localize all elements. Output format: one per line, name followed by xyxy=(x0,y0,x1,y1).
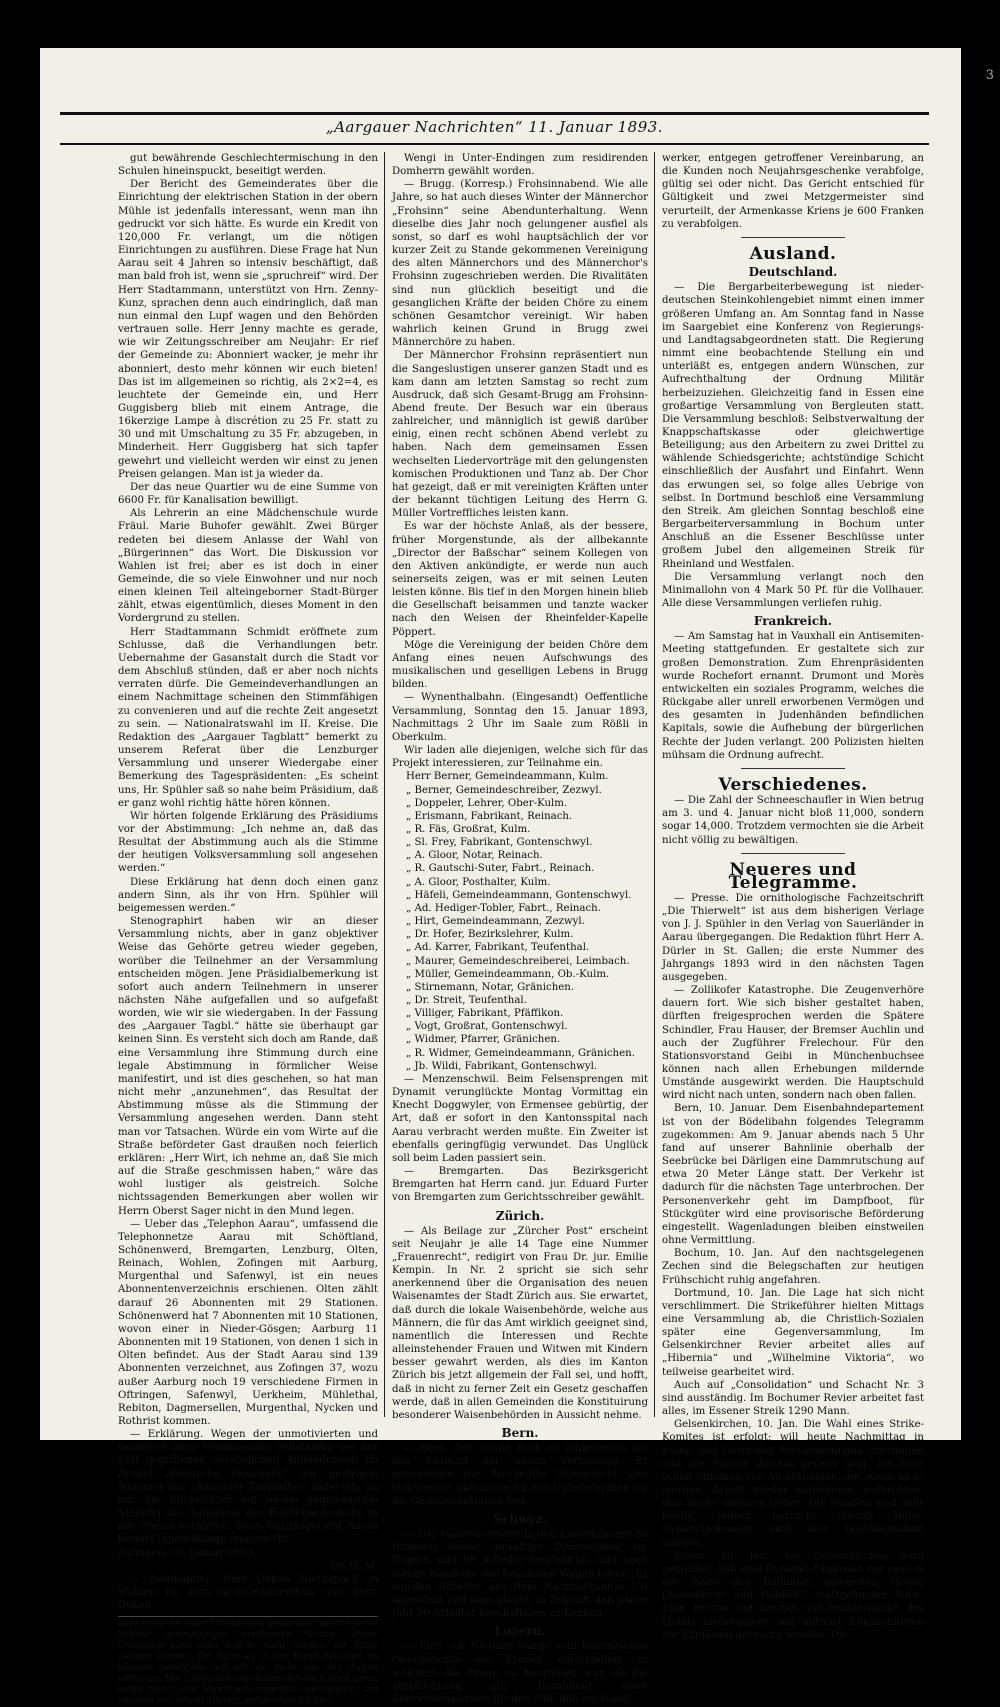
paragraph: Die Versammlung verlangt noch den Minimallohn von 4 Mark 50 Pf. für die Vollhauer. Alle diese Versammlungen verliefen ruhig. xyxy=(662,571,924,609)
paragraph: — Presse. Die ornithologische Fachzeitschrift „Die Thierwelt“ ist aus dem bisherigen Verlage von J. J. Spühler in den Verlag von Sauerländer in Aarau übergegangen. Die Redaktion führt Herr A. Dürler in St. Gallen; die erste Nummer des Jahrgangs 1893 wird in den nächsten Tagen ausgegeben. xyxy=(662,892,924,983)
heading-frankreich: Frankreich. xyxy=(753,614,833,629)
paragraph: Wir laden alle diejenigen, welche sich für das Projekt interessieren, zur Teilnahme ein. xyxy=(392,745,648,770)
bern-paragraph: — Bern. Der Große Rath ist eingetreten auf den Entwurf der neuen Verfassung. Er genehmigte die Abschnitte Stimmrecht und Volksrechte und setzte 12,000 Unterschriften für die Gesetzesinitiative fest. xyxy=(392,1443,648,1507)
signer-line: „ A. Gloor, Notar, Reinach. xyxy=(406,850,543,862)
column-1 xyxy=(118,152,378,1707)
paragraph: Wengi in Unter-Endingen zum residirenden Domherrn gewählt worden. xyxy=(392,153,648,178)
heading-verschiedenes: Verschiedenes. xyxy=(718,774,868,795)
signer-line: „ Jb. Wildi, Fabrikant, Gontenschwyl. xyxy=(406,1060,598,1072)
column-3 xyxy=(662,152,924,1641)
paragraph: Wir hörten folgende Erklärung des Präsidiums vor der Abstimmung: „Ich nehme an, daß das Resultat der Abstimmung auch als die Stimme der heutigen Volksversammlung soll angesehen werden.“ xyxy=(118,810,378,875)
signer-line: „ R. Widmer, Gemeindeammann, Gränichen. xyxy=(406,1047,635,1059)
divider xyxy=(741,768,846,769)
column-2 xyxy=(392,152,648,1705)
paragraph: — Ueber das „Telephon Aarau“, umfassend die Telephonnetze Aarau mit Schöftland, Schönenwerd, Bremgarten, Lenzburg, Olten, Reinach, Wohlen, Zofingen mit Aarburg, Murgenthal und Safenwyl, ist ein neues Abonnentenverzeichnis erschienen. Olten zählt darauf 26 Abonnenten mit 29 Stationen. Schönenwerd hat 7 Abonnenten mit 10 Stationen, wovon einer in Nieder-Gösgen; Aarburg 11 Abonnenten mit 19 Stationen, von denen 1 sich in Olten befindet. Aus der Stadt Aarau sind 139 Abonnenten verzeichnet, aus Zofingen 37, wozu außer Aarburg noch 19 verschiedene Firmen in Oftringen, Safenwyl, Uerkheim, Mühlethal, Rebiton, Dagmersellen, Murgenthal, Nycken und Rothrist kommen. xyxy=(118,1218,378,1427)
heading-luzern: Luzern. xyxy=(494,1624,546,1639)
paragraph: Es war der höchste Anlaß, als der bessere, früher Morgenstunde, als der allbekannte „Director der Baßschar“ seinem Kollegen von den Aktiven ankündigte, er werde nun auch seinerseits zeigen, was er mit seinen Leuten leisten könne. Bis tief in den Morgen hinein blieb die Gesellschaft beisammen und tanzte wacker nach den Weisen der Rheinfelder-Kapelle Pöppert. xyxy=(392,521,648,638)
column-divider-1 xyxy=(384,152,385,1417)
signer-line: „ Hirt, Gemeindeammann, Zezwyl. xyxy=(406,916,585,928)
paragraph: — Zollikofer Katastrophe. Die Zeugenverhöre dauern fort. Wie sich bisher gestaltet haben, dürften freigesprochen werden die Spätere Schindler, Frau Hauser, der Bremser Auchlin und auch der Zugführer Frelechour. Für den Stationsvorstand Geibi in Münchenbuchsee können nach allen Erhebungen mildernde Umstände ausgewirkt werden. Die Hauptschuld wird nicht nach unten, sondern nach oben fallen. xyxy=(662,985,924,1102)
signer-line: „ Doppeler, Lehrer, Ober-Kulm. xyxy=(406,797,568,809)
signer-line: „ Erismann, Fabrikant, Reinach. xyxy=(406,810,573,822)
column-divider-2 xyxy=(654,152,655,1417)
paragraph: — Wynenthalbahn. (Eingesandt) Oeffentliche Versammlung, Sonntag den 15. Januar 1893, Nachmittags 2 Uhr im Saale zum Rößli in Oberkulm. xyxy=(392,692,648,743)
column-1-last-paragraph: — Domkapitel. Herr Dekan Nietlispach in Wohlen ist zum nichtresidirenden, und Herr Dekan xyxy=(118,1573,378,1612)
paragraph: Der das neue Quartier wu de eine Summe von 6600 Fr. für Kanalisation bewilligt. xyxy=(118,481,378,507)
frankreich-paragraph: — Am Samstag hat in Vauxhall ein Antisemiten-Meeting stattgefunden. Er gestaltete sich zur großen Demonstration. Zum Ehrenpräsidenten wurde Rochefort ernannt. Drumont und Morès entwickelten ein soziales Programm, welches die Rückgabe aller unrell erworbenen Vermögen und des gesamten in Judenhänden befindlichen Kapitals, sowie die Aufhebung der bürgerlichen Rechte der Juden verlangt. 200 Polizisten hielten mühsam die Ordnung aufrecht. xyxy=(662,631,924,761)
masthead-rule-top xyxy=(60,112,929,115)
masthead xyxy=(60,118,929,142)
masthead-rule-bottom xyxy=(60,143,929,145)
neueres-text xyxy=(662,892,924,1642)
masthead-date: 11. Januar 1893. xyxy=(528,118,664,136)
heading-deutschland: Deutschland. xyxy=(748,265,838,280)
signer-line: Herr Berner, Gemeindeammann, Kulm. xyxy=(406,771,609,783)
place-date: Zofingen, 10. Januar 1893. xyxy=(118,1547,257,1559)
signer-line: „ Vogt, Großrat, Gontenschwyl. xyxy=(406,1021,568,1033)
signer-line: „ Sl. Frey, Fabrikant, Gontenschwyl. xyxy=(406,837,593,849)
signer-line: „ Ad. Karrer, Fabrikant, Teufenthal. xyxy=(406,942,590,954)
signer-line: „ Maurer, Gemeindeschreiberei, Leimbach. xyxy=(406,955,630,967)
column-1-text xyxy=(118,152,378,1547)
paragraph: Bochum, 10. Jan. Auf den nachtsgelegenen Zechen sind die Belegschaften zur heutigen Frühschicht ruhig angefahren. xyxy=(662,1248,924,1286)
signature: Dr. H. M. xyxy=(330,1560,378,1572)
signer-line: „ Häfeli, Gemeindeammann, Gontenschwyl. xyxy=(406,889,632,901)
column-2-text-a xyxy=(392,152,648,770)
heading-zurich: Zürich. xyxy=(495,1208,545,1223)
paragraph: Diese Erklärung hat denn doch einen ganz andern Sinn, als ihr von Hrn. Spühler will beigemessen werden.“ xyxy=(118,876,378,914)
signer-line: „ Müller, Gemeindeammann, Ob.-Kulm. xyxy=(406,968,610,980)
paragraph: gut bewährende Geschlechtermischung in den Schulen hineinspuckt, beseitigt werden. xyxy=(118,153,378,178)
deutschland-text xyxy=(662,281,924,610)
signer-line: „ Ad. Hediger-Tobler, Fabrt., Reinach. xyxy=(406,902,601,914)
signer-line: „ Villiger, Fabrikant, Pfäffikon. xyxy=(406,1008,564,1020)
column-2-text-b xyxy=(392,1073,648,1205)
paragraph: — Bremgarten. Das Bezirksgericht Bremgarten hat Herrn cand. jur. Eduard Furter von Bremgarten zum Gerichtsschreiber gewählt. xyxy=(392,1166,648,1204)
paragraph: — Menzenschwil. Beim Felsensprengen mit Dynamit verunglückte Montag Vormittag ein Knecht Doggwyler, von Ermensee gebürtig, der Art, daß er sofort in den Kantonsspital nach Aarau verbracht werden mußte. Ein Zweiter ist ebenfalls geringfügig verwundet. Das Unglück soll beim Laden passiert sein. xyxy=(392,1073,648,1164)
signer-line: „ R. Fäs, Großrat, Kulm. xyxy=(406,823,531,835)
schwyz-paragraph: — Der Waarenverkehr in den Lagerhäusern zu Brunnen nimmt gewaltige Dimensionen an. Täglich sind 90 Arbeiter beschäftigt, und noch stehen hunderte von beladenen Wagen bereit. Es wurden Arbeiter aus dem Nachbarkanton Uri angestellt und man glaubt, in Zukunft daß ganze Jahr 50 Arbeiter beschäftigen zu können. xyxy=(392,1529,648,1620)
signer-line: „ Dr. Streit, Teufenthal. xyxy=(406,995,527,1006)
heading-ausland: Ausland. xyxy=(749,243,837,264)
paragraph: Der Männerchor Frohsinn repräsentiert nun die Sangeslustigen unserer ganzen Stadt und es kam dann am letzten Samstag so recht zum Ausdruck, daß sich Gesamt-Brugg am Frohsinn-Abend freute. Der Besuch war ein überaus zahlreicher, und männiglich ist gewiß darüber einig, einen recht schönen Abend verlebt zu haben. Nach dem gemeinsamen Essen wechselten Liedervorträge mit den gelungensten komischen Produktionen und Tanz ab. Der Chor hat gezeigt, daß er mit vereinigten Kräften unter der bekannt tüchtigen Leitung des Herrn G. Müller Vortreffliches leisten kann. xyxy=(392,350,648,520)
signer-line: „ A. Gloor, Posthalter, Kulm. xyxy=(406,876,551,888)
signer-line: „ Stirnemann, Notar, Gränichen. xyxy=(406,981,575,993)
paragraph: Stenographirt haben wir an dieser Versammlung nichts, aber in ganz objektiver Weise das Gehörte getreu wieder gegeben, worüber die Teilnehmer an der Versammlung entscheiden mögen. Jene Präsidialbemerkung ist sofort auch andern Teilnehmern in unserer nächsten Nähe aufgefallen und so aufgefaßt worden, wie wir sie wiedergaben. In der Fassung des „Aargauer Tagbl.“ hätte sie überhaupt gar keinen Sinn. Es versteht sich doch am Rande, daß eine Versammlung ihre Stimmung durch eine legale Abstimmung in förmlicher Weise manifestirt, und ist dies geschehen, so hat man nicht mehr „anzunehmen“, das Resultat der Abstimmung müsse als die Stimmung der Versammlung angesehen werden. Dann steht man vor Tatsachen. Würde ein vom Wirte auf die Straße befördeter Gast draußen noch feierlich erklären: „Herr Wirt, ich nehme an, daß Sie mich auf die Straße geschmissen haben,“ wäre das wohl lustiger als geistreich. Solche nichtssagenden Bemerkungen aber wollen wir Herrn Oberst Sager nicht in den Mund legen. xyxy=(118,916,378,1217)
verschiedenes-paragraph: — Die Zahl der Schneeschaufler in Wien betrug am 3. und 4. Januar nicht bloß 11,000, sondern sogar 14,000. Trotzdem vermochten sie die Arbeit nicht völlig zu bewältigen. xyxy=(662,795,924,846)
paragraph: Gelsenkirchen, 10. Jan. Die Wahl eines Strike-Komites ist erfolgt; will heute Nachmittag in Essen und Dortmund Versammlungen stattfinden und die Führer dorthin gereist sind. Ich höre schon Stimmen von Ausständigen, die, wenn nicht morgen, Arbeit wieder aufnehmen, befürchten, ihre Sache verloren geben. Die Straßen sind sehr belebt, jedoch herrscht überall Ruhe. Dynamitpatronen sind hier beschlagnahmt worden. xyxy=(662,1419,924,1549)
paragraph: Bern, 10. Januar. Dem Eisenbahndepartement ist von der Bödelibahn folgendes Telegramm zugekommen: Am 9. Januar abends nach 5 Uhr fand auf unserer Bahnlinie oberhalb der Seebrücke bei Därligen eine Dammrutschung auf etwa 20 Meter Länge statt. Der Verkehr ist dadurch für die nächsten Tage unterbrochen. Der Personenverkehr geht im Dampfboot, für Stückgüter wird eine provisorische Beförderung eingestellt. Wagenladungen bleiben einstweilen ohne Vermittlung. xyxy=(662,1103,924,1247)
scan-edge-mark: 3 xyxy=(985,68,994,83)
signer-line: „ Berner, Gemeindeschreiber, Zezwyl. xyxy=(406,784,602,796)
masthead-title: „Aargauer Nachrichten“ xyxy=(325,118,524,136)
signer-line: „ Dr. Hofer, Bezirkslehrer, Kulm. xyxy=(406,929,574,941)
footnote: oder er ist es unter Umständen geworden, welche seine Schuld geringfügiger erscheinen lassen. Diese Umstände kann aber will er nicht nennen. Ich hätte nennen können. Ich hatte es in der Hand behalten zu können, jedenfalls will ich sie nicht aus den Augen verlieren. Die Untersuchung müßte mir doch noch ganz, wenn nicht jede Voreingenommenheit verbleiben, am ehesten von einem älteren, erfahrenen Richter. xyxy=(118,1616,378,1707)
paragraph: Herr Stadtammann Schmidt eröffnete zum Schlusse, daß die Verhandlungen betr. Uebernahme der Gasanstalt durch die Stadt vor dem Abschluß stünden, daß er aber noch nichts verraten dürfe. Die Gemeindeverhandlungen an einem Nachmittage scheinen den Stimmfähigen zu convenieren und auf die rechte Zeit angesetzt zu sein. — Nationalratswahl im II. Kreise. Die Redaktion des „Aargauer Tagblatt“ bemerkt zu unserem Referat über die Lenzburger Versammlung und unserer Wiedergabe einer Bemerkung des Tagespräsidenten: „Es scheint uns, Hr. Spühler saß so nahe beim Präsidium, daß er ganz wohl richtig hätte hören können. xyxy=(118,626,378,809)
paragraph: — Die Bergarbeiterbewegung ist nieder-deutschen Steinkohlengebiet nimmt einen immer größeren Umfang an. Am Sonntag fand in Nasse im Saargebiet eine Konferenz von Regierungs- und Landtagsabgeordneten statt. Die Regierung nimmt eine beobachtende Stellung ein und unterläßt es, entgegen andern Wünschen, zur Aufrechthaltung der Ordnung Militär herbeizuziehen. Gleichzeitig fand in Essen eine großartige Versammlung von Bergleuten statt. Die Versammlung beschloß: Selbstverwaltung der Knappschaftskasse oder gleichwertige Beteiligung; aus den Arbeitern zu zwei Drittel zu wählende Schiedsgerichte; achtstündige Schicht einschließlich der Ausfahrt und Einfahrt. Wenn das erwungen sei, so folge alles Uebrige von selbst. In Dortmund beschloß eine Versammlung den Streik. Am gleichen Sonntag beschloß eine Bergarbeiterversammlung in Bochum unter Anschluß an die Essener Beschlüsse unter großem Jubel den allgemeinen Streik für Rheinland und Westfalen. xyxy=(662,282,924,570)
signers-list xyxy=(392,770,648,1073)
luzern-paragraph: — Kurz vor Neujahr wurde vom luzernischen Obergerichte ein Prozeß entschieden, in welchem die Frage zu beurteilen war, ob die Verpflichtung zur Bezahlung einer Konventionalstrafe für den Fall, daß ein Hand- xyxy=(392,1641,648,1705)
zurich-paragraph: — Als Beilage zur „Zürcher Post“ erscheint seit Neujahr je alle 14 Tage eine Nummer „Frauenrecht“, redigirt von Frau Dr. jur. Emilie Kempin. In Nr. 2 spricht sie sich sehr anerkennend über die Organisation des neuen Waisenamtes der Stadt Zürich aus. Sie erwartet, daß durch die lokale Waisenbehörde, welche aus Männern, die für das Amt wirklich geeignet sind, namentlich die Interessen und Rechte alleinstehender Frauen und Witwen mit Kindern besser gewahrt werden, als dies im Kanton Zürich bis jetzt allgemein der Fall sei, und hofft, daß in nicht zu ferner Zeit ein Gesetz geschaffen werde, daß in allen Gemeinden die Konstituirung besonderer Waisenbehörden in Aussicht nehme. xyxy=(392,1225,648,1421)
paragraph: — Erklärung. Wegen der unmotivierten und bezüglich ihrer Veranlassung vollständig aus der Luft gegriffenen persönlichen Anfeindungen im Artikel „Politische Heuchelei“ der gestrigen Nummer des „Aargauer Tagblattes“ habe ich, da mir die Rücksichten auf meine gegenwärtige Stellung die Aufnahme des Fehdehandschuhs in der Presse verbieten, beim Bezirksgericht Aarau bereits Injurienklage eingereicht. xyxy=(118,1429,378,1546)
signer-line: „ R. Gautschi-Suter, Fabrt., Reinach. xyxy=(406,863,595,875)
paragraph: — Brugg. (Korresp.) Frohsinnabend. Wie alle Jahre, so hat auch dieses Winter der Männerchor „Frohsinn“ seine Abendunterhaltung. Wenn dieselbe dies Jahr noch gelungener ausfiel als sonst, so darf es wohl hauptsächlich der vor kurzer Zeit zu Stande gekommenen Vereinigung des alten Männerchors und des Männerchor's Frohsinn zugeschrieben werden. Die Rivalitäten sind nun glücklich beseitigt und die gesanglichen Kräfte der beiden Chöre zu einem schönen Gesamtchor vereinigt. Wir haben wahrlich keinen Grund in Brugg zwei Männerchöre zu haben. xyxy=(392,179,648,349)
paragraph: Dortmund, 10. Jan. Die Lage hat sich nicht verschlimmert. Die Strikeführer hielten Mittags eine Versammlung ab, die Christlich-Sozialen später eine Gegenversammlung, Im Gelsenkirchner Revier arbeitet alles auf „Hibernia“ und „Wilhelmine Viktoria“, wo teilweise gearbeitet wird. xyxy=(662,1287,924,1378)
divider xyxy=(741,237,846,238)
paragraph: Möge die Vereinigung der beiden Chöre dem Anfang eines neuen Aufschwungs des musikalischen und geselligen Lebens in Brugg bilden. xyxy=(392,639,648,691)
paragraph: Essen, 10. Jan. Aus Gelsenkirchen wird gemeldet, daß eine Dynamit-Explosion vor zwei in der Nähe des Bahnhofs gelegenen Hotels (Baumeister und Dobbele) stattgefunden habe. Eine Person soll hierbei auf Fensterbänke des Hotels niedergelegt und mittelst Zündschnüren zur Explosion gebracht worden. Die xyxy=(662,1550,924,1641)
heading-bern: Bern. xyxy=(501,1426,539,1440)
paragraph: Der Bericht des Gemeinderates über die Einrichtung der elektrischen Station in der obern Mühle ist jedenfalls interessant, wenn man ihn gedruckt vor sich hätte. Es wurde ein Kredit von 120,000 Fr. verlangt, um die nötigen Einrichtungen zu ausführen. Diese Frage hat Nun Aarau seit 4 Jahren so intensiv beschäftigt, daß man bald froh ist, wenn sie „spruchreif“ wird. Der Herr Stadtammann, unterstützt von Hrn. Zenny-Kunz, sprachen denn auch eindringlich, daß man nun einmal den Lupf wagen und den Behörden vertrauen solle. Herr Jenny machte es gerade, wie wir Zeitungsschreiber am Neujahr: Er rief der Gemeinde zu: Abonniert wacker, je mehr ihr abonniert, desto mehr können wir euch bieten! Das ist im allgemeinen so richtig, als 2×2=4, es leuchtete der Gemeinde ein, und Herr Guggisberg blieb mit einem Antrage, die 16kerzige Lampe à discrétion zu 25 Fr. statt zu 30 und mit Umschaltung zu 35 Fr. abzugeben, in Minderheit. Herr Guggisberg hat sich tapfer gewehrt und vielleicht werden wir einst zu jenen Preisen gelangen. Man ist ja wieder da. xyxy=(118,179,378,480)
divider xyxy=(741,853,846,854)
paragraph: Als Lehrerin an eine Mädchenschule wurde Fräul. Marie Buhofer gewählt. Zwei Bürger redeten bei diesem Anlasse der Wahl von „Bürgerinnen“ das Wort. Die Diskussion vor Wahlen ist frei; aber es ist doch in einer Gemeinde, die so viele Einwohner und nur noch einen kleinen Teil alteingeborner Stadt-Bürger zählt, etwas eigentümlich, dieses Moment in den Vordergrund zu stellen. xyxy=(118,508,378,625)
heading-schwyz: Schwyz. xyxy=(493,1511,547,1526)
signer-line: „ Widmer, Pfarrer, Gränichen. xyxy=(406,1034,561,1046)
paragraph: Auch auf „Consolidation“ und Schacht Nr. 3 sind ausständig. Im Bochumer Revier arbeitet fast alles, im Essener Streik 1290 Mann. xyxy=(662,1379,924,1418)
column-3-intro: werker, entgegen getroffener Vereinbarung, an die Kunden noch Neujahrsgeschenke verabfolge, gültig sei oder nicht. Das Gericht entschied für Gültigkeit und zwei Metzgermeister sind verurteilt, der Armenkasse Kriens je 600 Franken zu verabfolgen. xyxy=(662,153,924,230)
heading-neueres: Neueres und Telegramme. xyxy=(728,859,858,893)
